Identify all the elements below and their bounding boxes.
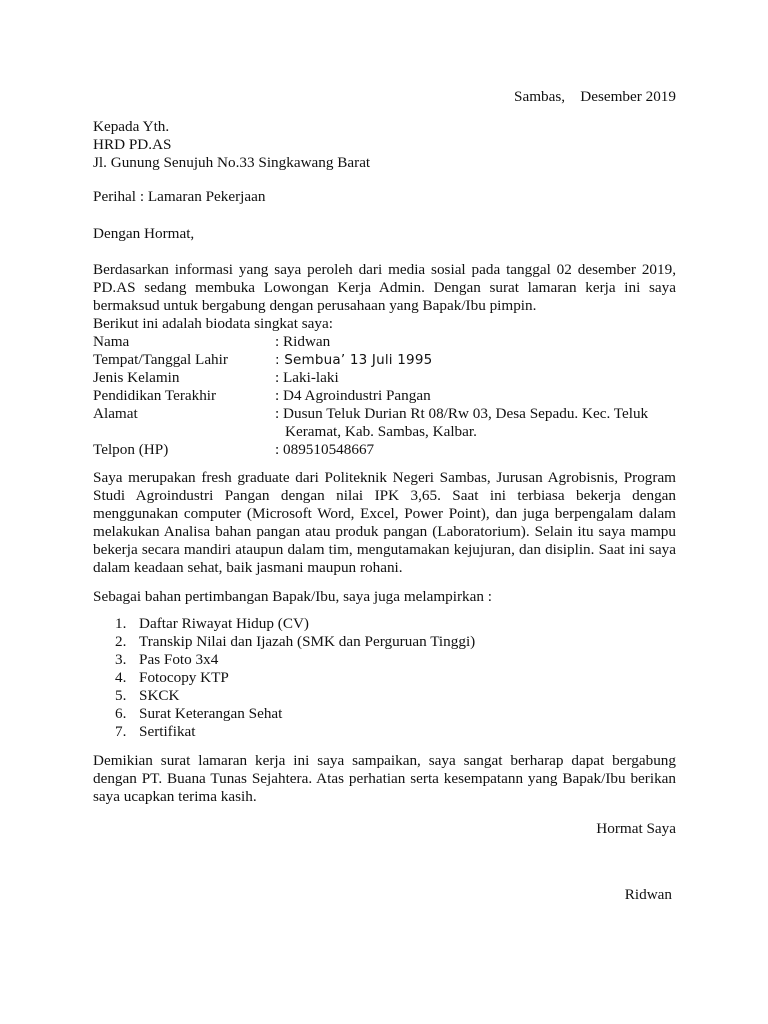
recipient-line-2: HRD PD.AS bbox=[93, 136, 172, 153]
letter-place: Sambas, bbox=[514, 88, 566, 105]
sign-off: Hormat Saya bbox=[596, 820, 676, 837]
bio-name-value: : Ridwan bbox=[275, 333, 331, 350]
closing-line-2: dengan PT. Buana Tunas Sejahtera. Atas perhatian serta kesempatann yang Bapak/Ibu berikan bbox=[93, 770, 676, 787]
letter-greeting: Dengan Hormat, bbox=[93, 225, 195, 242]
bio-gender-value: : Laki-laki bbox=[275, 369, 339, 386]
list-item: Surat Keterangan Sehat bbox=[139, 705, 283, 722]
list-item-number: 5. bbox=[115, 687, 127, 704]
bio-birth-label: Tempat/Tanggal Lahir bbox=[93, 351, 228, 368]
intro-line-2: PD.AS sedang membuka Lowongan Kerja Admin. Dengan surat lamaran kerja ini saya bbox=[93, 279, 676, 296]
bio-birth-value: : Sembua’ 13 Juli 1995 bbox=[275, 352, 433, 368]
list-item: Pas Foto 3x4 bbox=[139, 651, 219, 668]
intro-line-3: bermaksud untuk bergabung dengan perusahaan yang Bapak/Ibu pimpin. bbox=[93, 297, 537, 314]
body-line-1: Saya merupakan fresh graduate dari Politeknik Negeri Sambas, Jurusan Agrobisnis, Program bbox=[93, 469, 676, 486]
list-item-number: 3. bbox=[115, 651, 127, 668]
list-item: Sertifikat bbox=[139, 723, 196, 740]
body-line-6: dalam keadaan sehat, baik jasmani maupun rohani. bbox=[93, 559, 403, 576]
closing-line-1: Demikian surat lamaran kerja ini saya sampaikan, saya sangat berharap dapat bergabung bbox=[93, 752, 676, 769]
bio-address-value-2: Keramat, Kab. Sambas, Kalbar. bbox=[285, 423, 477, 440]
recipient-line-1: Kepada Yth. bbox=[93, 118, 170, 135]
bio-phone-value: : 089510548667 bbox=[275, 441, 375, 458]
bio-name-label: Nama bbox=[93, 333, 130, 350]
letter-date-value: Desember 2019 bbox=[580, 88, 676, 105]
bio-address-value-1: : Dusun Teluk Durian Rt 08/Rw 03, Desa Sepadu. Kec. Teluk bbox=[275, 405, 649, 422]
bio-phone-label: Telpon (HP) bbox=[93, 441, 169, 458]
body-line-5: bekerja secara mandiri ataupun dalam tim, mengutamakan kejujuran, dan disiplin. Saat ini saya bbox=[93, 541, 676, 558]
bio-education-value: : D4 Agroindustri Pangan bbox=[275, 387, 431, 404]
bio-gender-label: Jenis Kelamin bbox=[93, 369, 180, 386]
body-line-2: Studi Agroindustri Pangan dengan nilai IPK 3,65. Saat ini terbiasa bekerja dengan bbox=[93, 487, 676, 504]
list-item: Fotocopy KTP bbox=[139, 669, 229, 686]
bio-education-label: Pendidikan Terakhir bbox=[93, 387, 217, 404]
letter-subject: Perihal : Lamaran Pekerjaan bbox=[93, 188, 266, 205]
body-line-4: melakukan Analisa bahan pangan atau produk pangan (Laboratorium). Selain itu saya mampu bbox=[93, 523, 676, 540]
list-item-number: 6. bbox=[115, 705, 127, 722]
list-item-number: 1. bbox=[115, 615, 127, 632]
closing-line-3: saya ucapkan terima kasih. bbox=[93, 788, 257, 805]
list-item-number: 7. bbox=[115, 723, 127, 740]
list-item-number: 4. bbox=[115, 669, 127, 686]
attachments-intro: Sebagai bahan pertimbangan Bapak/Ibu, saya juga melampirkan : bbox=[93, 588, 492, 605]
bio-address-label: Alamat bbox=[93, 405, 138, 422]
list-item: Transkip Nilai dan Ijazah (SMK dan Perguruan Tinggi) bbox=[139, 633, 476, 650]
list-item: SKCK bbox=[139, 687, 180, 704]
signature-name: Ridwan bbox=[624, 886, 672, 903]
recipient-line-3: Jl. Gunung Senujuh No.33 Singkawang Barat bbox=[93, 154, 371, 171]
list-item-number: 2. bbox=[115, 633, 127, 650]
intro-line-4: Berikut ini adalah biodata singkat saya: bbox=[93, 315, 333, 332]
letter-date bbox=[514, 88, 676, 106]
body-line-3: menggunakan computer (Microsoft Word, Excel, Power Point), dan juga berpengalam dalam bbox=[93, 505, 676, 522]
intro-line-1: Berdasarkan informasi yang saya peroleh dari media sosial pada tanggal 02 desember 2019, bbox=[93, 261, 676, 278]
list-item: Daftar Riwayat Hidup (CV) bbox=[139, 615, 309, 632]
